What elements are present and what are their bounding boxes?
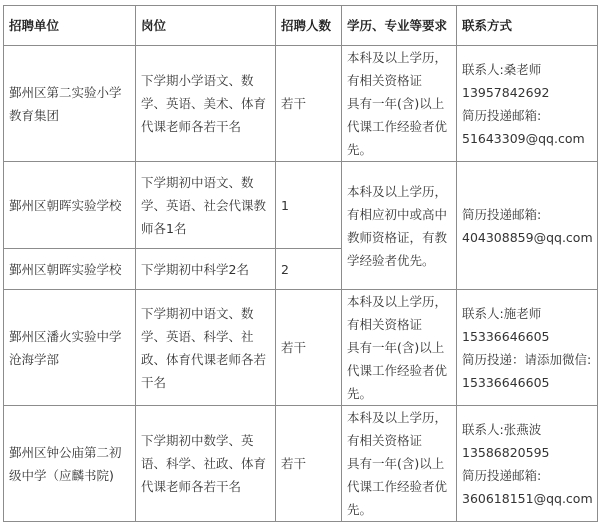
contact-person: 联系人:张燕波 bbox=[462, 421, 542, 437]
header-count: 招聘人数 bbox=[276, 6, 342, 46]
unit-cell: 鄞州区第二实验小学教育集团 bbox=[4, 46, 136, 162]
position-cell: 下学期初中科学2名 bbox=[136, 249, 276, 290]
contact-wechat: 15336646605 bbox=[462, 374, 550, 390]
count-cell: 1 bbox=[276, 162, 342, 249]
contact-phone: 13586820595 bbox=[462, 444, 550, 460]
table-row bbox=[4, 162, 598, 249]
position-cell: 下学期小学语文、数学、英语、美术、体育代课老师各若干名 bbox=[136, 46, 276, 162]
contact-cell bbox=[457, 406, 598, 522]
header-contact: 联系方式 bbox=[457, 6, 598, 46]
requirement-line: 具有一年(含)以上代课工作经验者优先。 bbox=[347, 456, 448, 517]
header-requirements: 学历、专业等要求 bbox=[342, 6, 457, 46]
contact-email: 404308859@qq.com bbox=[462, 229, 593, 245]
requirement-line: 本科及以上学历，有相关资格证 bbox=[347, 294, 448, 332]
position-cell: 下学期初中语文、数学、英语、社会代课教师各1名 bbox=[136, 162, 276, 249]
contact-email: 360618151@qq.com bbox=[462, 490, 593, 506]
position-cell: 下学期初中数学、英语、科学、社政、体育代课老师各若干名 bbox=[136, 406, 276, 522]
requirements-cell bbox=[342, 46, 457, 162]
count-cell: 若干 bbox=[276, 290, 342, 406]
header-row bbox=[4, 6, 598, 46]
requirement-line: 具有一年(含)以上代课工作经验者优先。 bbox=[347, 340, 448, 401]
contact-person: 联系人:施老师 bbox=[462, 305, 542, 321]
contact-phone: 13957842692 bbox=[462, 84, 550, 100]
contact-label: 简历投递邮箱: bbox=[462, 107, 542, 123]
header-unit: 招聘单位 bbox=[4, 6, 136, 46]
recruitment-table bbox=[3, 5, 598, 522]
requirements-cell bbox=[342, 406, 457, 522]
table-row bbox=[4, 406, 598, 522]
contact-cell bbox=[457, 162, 598, 290]
requirement-line: 具有一年(含)以上代课工作经验者优先。 bbox=[347, 96, 448, 157]
table-row bbox=[4, 290, 598, 406]
requirement-line: 本科及以上学历，有相关资格证 bbox=[347, 50, 448, 88]
position-cell: 下学期初中语文、数学、英语、科学、社政、体育代课老师各若干名 bbox=[136, 290, 276, 406]
requirements-cell: 本科及以上学历，有相应初中或高中教师资格证，有教学经验者优先。 bbox=[342, 162, 457, 290]
contact-email: 51643309@qq.com bbox=[462, 130, 585, 146]
requirement-line: 本科及以上学历，有相关资格证 bbox=[347, 410, 448, 448]
contact-cell bbox=[457, 290, 598, 406]
table-row bbox=[4, 46, 598, 162]
contact-phone: 15336646605 bbox=[462, 328, 550, 344]
count-cell: 若干 bbox=[276, 46, 342, 162]
contact-person: 联系人:桑老师 bbox=[462, 61, 542, 77]
unit-cell: 鄞州区朝晖实验学校 bbox=[4, 162, 136, 249]
unit-cell: 鄞州区朝晖实验学校 bbox=[4, 249, 136, 290]
requirements-cell bbox=[342, 290, 457, 406]
header-position: 岗位 bbox=[136, 6, 276, 46]
count-cell: 若干 bbox=[276, 406, 342, 522]
contact-label: 简历投递邮箱: bbox=[462, 206, 542, 222]
unit-cell: 鄞州区钟公庙第二初级中学（应麟书院) bbox=[4, 406, 136, 522]
contact-cell bbox=[457, 46, 598, 162]
unit-cell: 鄞州区潘火实验中学沧海学部 bbox=[4, 290, 136, 406]
contact-label: 简历投递邮箱: bbox=[462, 467, 542, 483]
contact-label: 简历投递：请添加微信: bbox=[462, 351, 592, 367]
count-cell: 2 bbox=[276, 249, 342, 290]
